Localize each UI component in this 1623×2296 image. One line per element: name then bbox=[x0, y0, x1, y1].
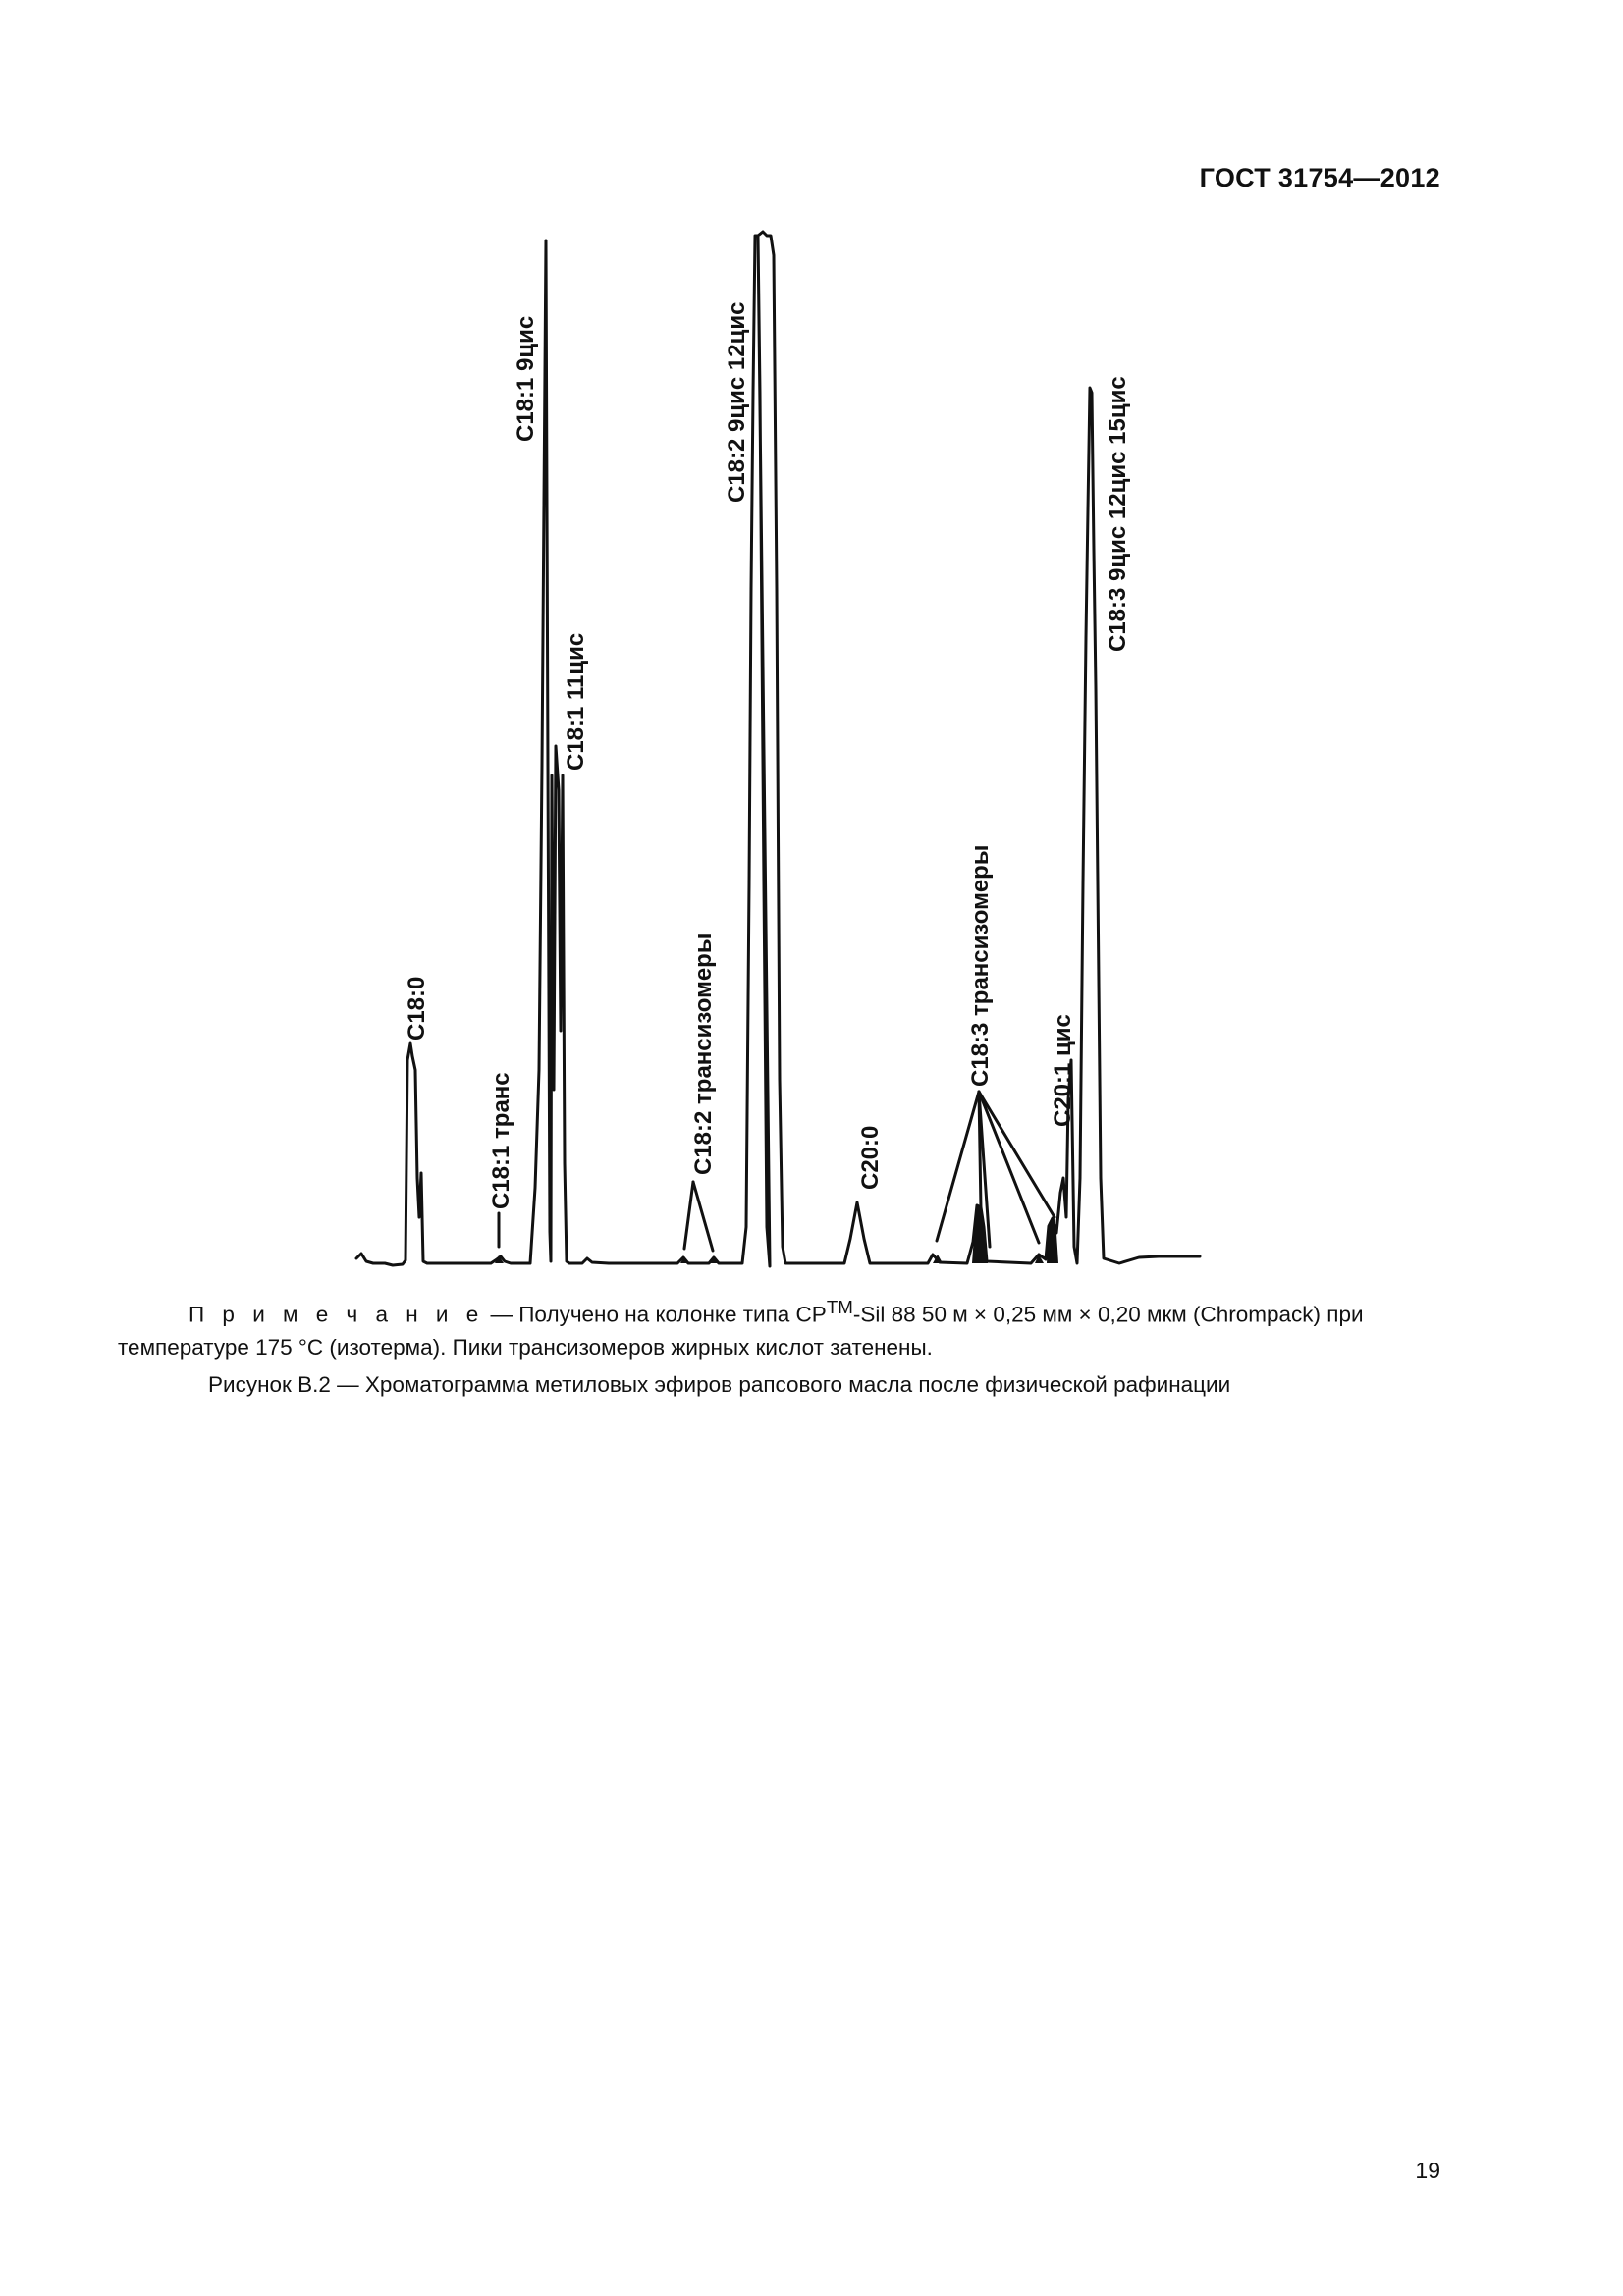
pointer-c18-2-trans-b bbox=[693, 1182, 713, 1251]
note-text-start: — Получено на колонке типа CP bbox=[484, 1302, 827, 1327]
pointer-c18-2-trans-a bbox=[684, 1182, 693, 1249]
standard-number: ГОСТ 31754—2012 bbox=[1199, 163, 1440, 192]
note-text-end: -Sil 88 50 м × 0,25 мм × 0,20 мкм (Chrompack) при температуре 175 °С (изотерма). Пики трансизомеров жирных кислот затенены. bbox=[118, 1302, 1364, 1360]
figure-note bbox=[118, 1291, 1438, 1363]
label-c18-2-cis: C18:2 9цис 12цис bbox=[724, 301, 750, 503]
label-c18-3-trans: C18:3 трансизомеры bbox=[967, 844, 994, 1087]
pointer-c18-3-trans-a bbox=[937, 1092, 979, 1241]
pointer-c18-3-trans-e bbox=[979, 1092, 1055, 1217]
figure-caption: Рисунок В.2 — Хроматограмма метиловых эфиров рапсового масла после физической рафинации bbox=[208, 1372, 1231, 1397]
label-c18-1-11cis: C18:1 11цис bbox=[563, 632, 589, 771]
shaded-peak bbox=[972, 1205, 988, 1263]
label-c18-3-cis: C18:3 9цис 12цис 15цис bbox=[1105, 376, 1131, 652]
label-c18-0: C18:0 bbox=[404, 976, 430, 1041]
label-c20-0: C20:0 bbox=[857, 1125, 884, 1190]
label-c18-2-trans: C18:2 трансизомеры bbox=[690, 933, 717, 1175]
note-superscript: TM bbox=[826, 1297, 853, 1317]
label-c18-1-trans: C18:1 транс bbox=[488, 1072, 514, 1209]
page-number: 19 bbox=[1415, 2158, 1440, 2183]
label-c20-1-cis: C20:1 цис bbox=[1050, 1014, 1076, 1127]
note-prefix: П р и м е ч а н и е bbox=[189, 1302, 485, 1327]
label-c18-1-9cis: C18:1 9цис bbox=[513, 315, 539, 442]
